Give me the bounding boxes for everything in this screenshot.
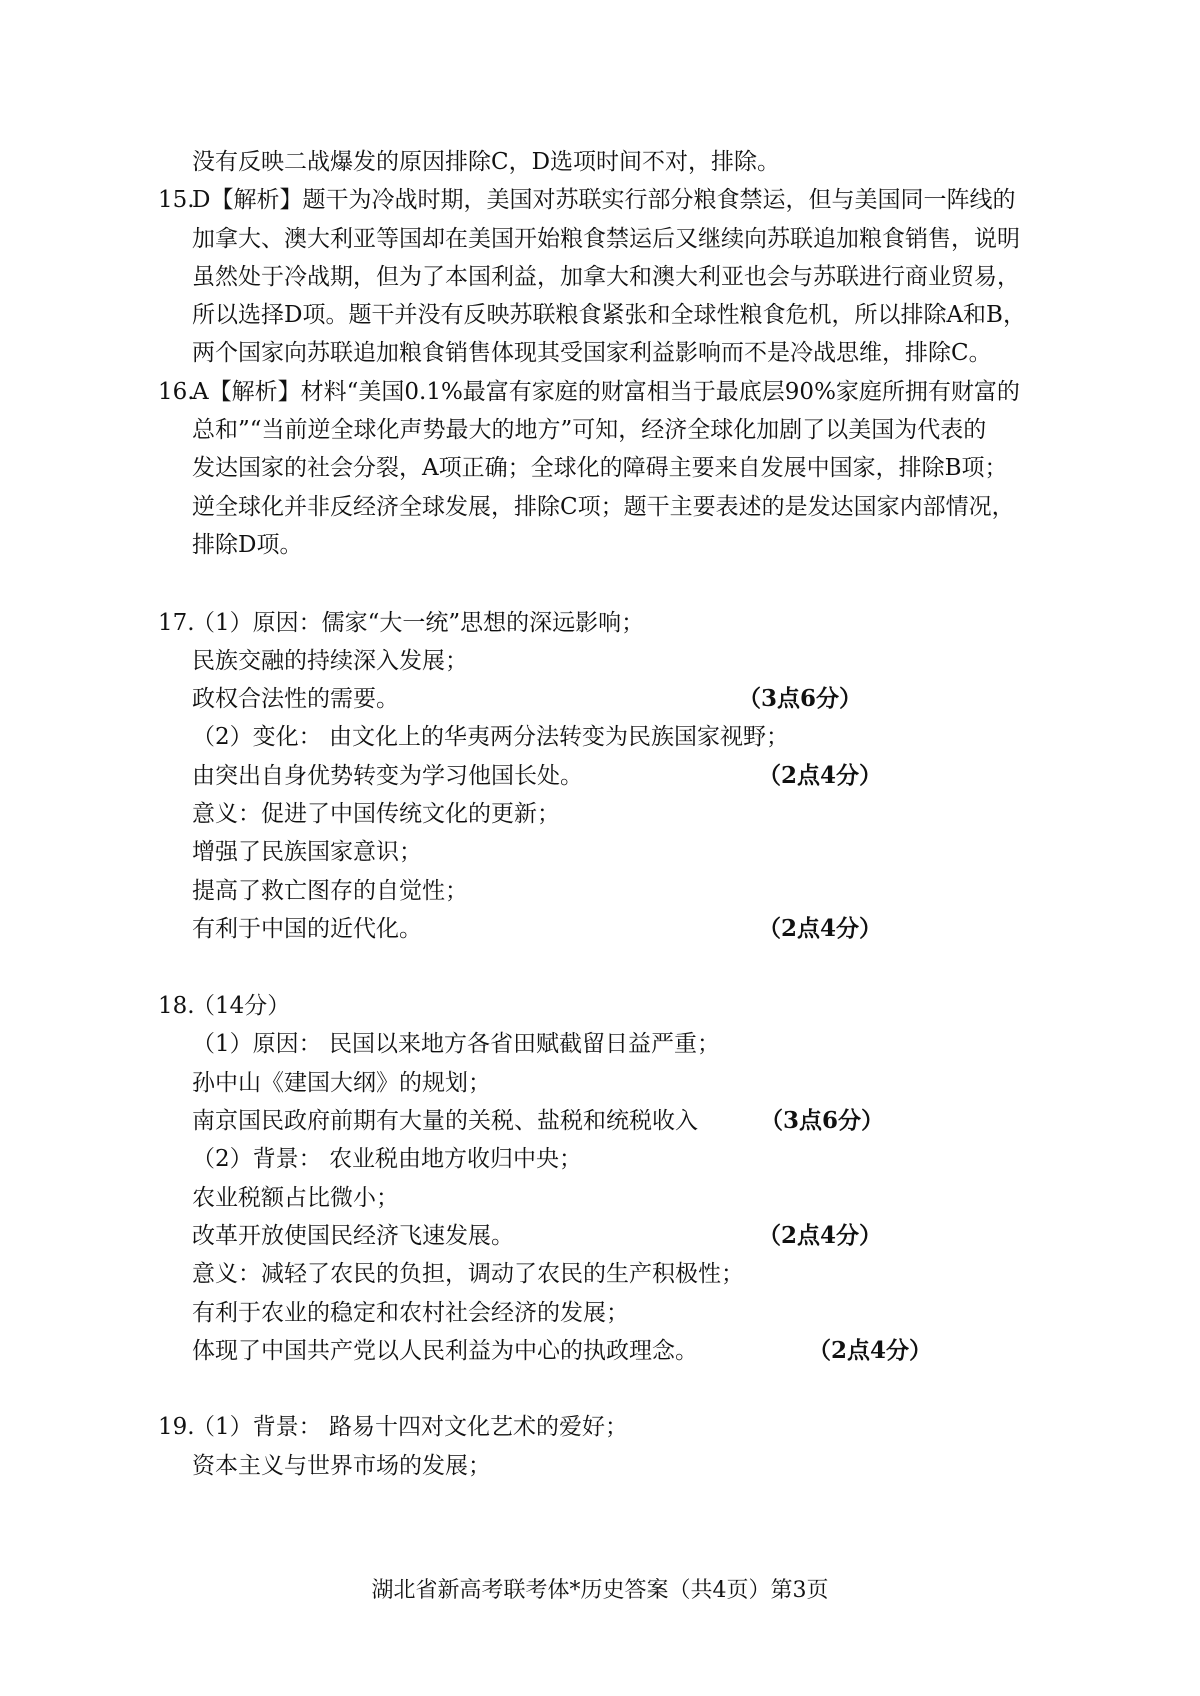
q19-number: 19. xyxy=(158,1414,195,1440)
q17-line: （1）原因：儒家“大一统”思想的深远影响； xyxy=(192,610,645,636)
q18-line: 改革开放使国民经济飞速发展。 xyxy=(192,1223,514,1249)
q16-line: 逆全球化并非反经济全球发展，排除C项；题干主要表述的是发达国家内部情况， xyxy=(192,494,1015,520)
q15-line: 加拿大、澳大利亚等国却在美国开始粮食禁运后又继续向苏联追加粮食销售，说明 xyxy=(192,226,1020,252)
q16-line: 总和”“当前逆全球化声势最大的地方”可知，经济全球化加剧了以美国为代表的 xyxy=(192,417,987,443)
q17-line: 有利于中国的近代化。 xyxy=(192,916,422,942)
q18-line: 孙中山《建国大纲》的规划； xyxy=(192,1070,491,1096)
q15-line: D【解析】题干为冷战时期，美国对苏联实行部分粮食禁运，但与美国同一阵线的 xyxy=(192,187,1016,213)
q17-line: 增强了民族国家意识； xyxy=(192,839,422,865)
q18-line: 有利于农业的稳定和农村社会经济的发展； xyxy=(192,1300,629,1326)
q17-line: 提高了救亡图存的自觉性； xyxy=(192,878,468,904)
q18-line: （2）背景： 农业税由地方收归中央； xyxy=(192,1146,582,1172)
q18-line: 南京国民政府前期有大量的关税、盐税和统税收入 xyxy=(192,1108,698,1134)
q18-points: （3点6分） xyxy=(760,1107,885,1134)
q18-number: 18. xyxy=(158,993,195,1019)
q18-points: （2点4分） xyxy=(808,1337,933,1364)
q17-line: 民族交融的持续深入发展； xyxy=(192,648,468,674)
q15-line: 所以选择D项。题干并没有反映苏联粮食紧张和全球性粮食危机，所以排除A和B， xyxy=(192,302,1026,328)
q15-number: 15. xyxy=(158,187,195,213)
q18-line: 意义：减轻了农民的负担，调动了农民的生产积极性； xyxy=(192,1261,744,1287)
q17-number: 17. xyxy=(158,610,195,636)
q18-line: （14分） xyxy=(192,993,291,1019)
q18-line: （1）原因： 民国以来地方各省田赋截留日益严重； xyxy=(192,1031,720,1057)
q15-line: 两个国家向苏联追加粮食销售体现其受国家利益影响而不是冷战思维，排除C。 xyxy=(192,340,992,366)
q17-line: 意义：促进了中国传统文化的更新； xyxy=(192,801,560,827)
q16-line: A【解析】材料“美国0.1%最富有家庭的财富相当于最底层90%家庭所拥有财富的 xyxy=(192,379,1020,405)
q15-line: 虽然处于冷战期，但为了本国利益，加拿大和澳大利亚也会与苏联进行商业贸易， xyxy=(192,264,1020,290)
q17-line: 政权合法性的需要。 xyxy=(192,686,399,712)
page-footer: 湖北省新高考联考体*历史答案（共4页）第3页 xyxy=(371,1578,829,1603)
q18-line: 农业税额占比微小； xyxy=(192,1185,399,1211)
q16-line: 排除D项。 xyxy=(192,532,303,558)
q19-line: 资本主义与世界市场的发展； xyxy=(192,1453,491,1479)
q17-line: （2）变化： 由文化上的华夷两分法转变为民族国家视野； xyxy=(192,724,789,750)
q17-points: （2点4分） xyxy=(758,762,883,789)
q17-points: （3点6分） xyxy=(738,685,863,712)
q19-line: （1）背景： 路易十四对文化艺术的爱好； xyxy=(192,1414,628,1440)
q17-line: 由突出自身优势转变为学习他国长处。 xyxy=(192,763,583,789)
q16-number: 16. xyxy=(158,379,195,405)
q16-line: 发达国家的社会分裂，A项正确；全球化的障碍主要来自发展中国家，排除B项； xyxy=(192,455,1008,481)
q18-line: 体现了中国共产党以人民利益为中心的执政理念。 xyxy=(192,1338,698,1364)
q14-tail-line: 没有反映二战爆发的原因排除C，D选项时间不对，排除。 xyxy=(192,149,781,175)
q17-points: （2点4分） xyxy=(758,915,883,942)
q18-points: （2点4分） xyxy=(758,1222,883,1249)
